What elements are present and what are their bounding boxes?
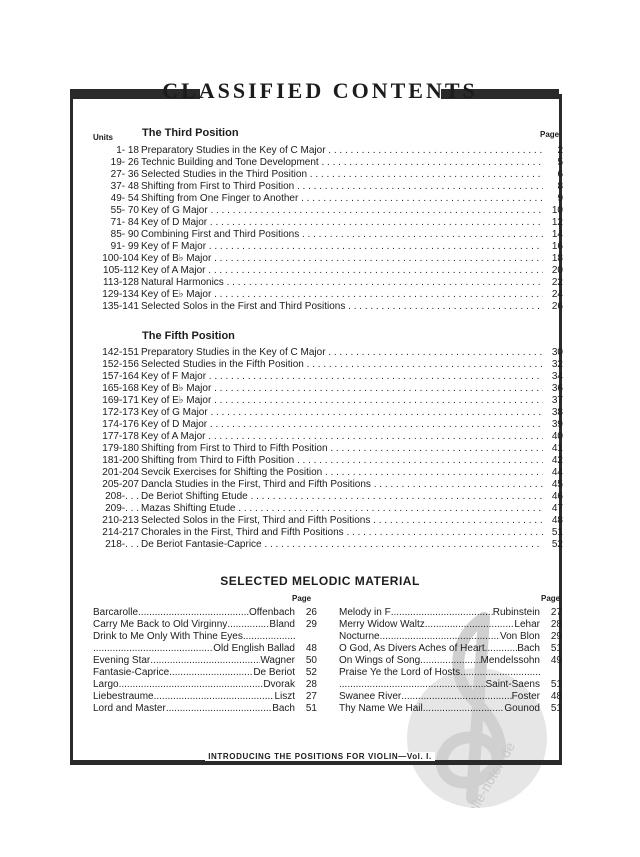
page-number: 9 [557, 193, 563, 204]
unit-range: 135-141 [102, 301, 139, 312]
composer: Saint-Saens [485, 679, 540, 690]
unit-range: 205-207 [102, 479, 139, 490]
study-title: Selected Solos in the First, Third and Fifth Positions . . . [141, 515, 543, 527]
leader-dots [243, 631, 295, 643]
contents-row [93, 455, 563, 467]
study-title: De Beriot Fantasie-Caprice . . . [141, 539, 543, 551]
page-number: 16 [551, 241, 563, 252]
contents-row [93, 265, 563, 277]
melodic-row [339, 703, 562, 715]
contents-row [93, 431, 563, 443]
page-number: 27 [305, 691, 317, 702]
contents-row [93, 419, 563, 431]
leader-dots [401, 691, 511, 703]
melodic-row [339, 643, 562, 655]
contents-row [93, 407, 563, 419]
page-number: 51 [550, 703, 562, 714]
study-title: Key of B♭ Major . . . [141, 253, 543, 265]
contents-row [93, 301, 563, 313]
study-title: Technic Building and Tone Development . . . [141, 157, 543, 169]
page-number: 26 [305, 607, 317, 618]
page-header: Page [540, 130, 560, 139]
leader-dots [150, 655, 260, 667]
page-number: 46 [551, 491, 563, 502]
page-number: 38 [551, 407, 563, 418]
unit-range: 49- 54 [110, 193, 139, 204]
composer: Gounod [504, 703, 540, 714]
page-number: 45 [551, 479, 563, 490]
study-title: Key of E♭ Major . . . [141, 395, 543, 407]
melodic-page-header-right: Page [541, 594, 561, 603]
page-number: 49 [550, 655, 562, 666]
leader-dots [227, 619, 269, 631]
melodic-row [93, 619, 317, 631]
composer: Lehar [514, 619, 540, 630]
study-title: Shifting from One Finger to Another . . . [141, 193, 543, 205]
page-number: 39 [551, 419, 563, 430]
contents-row [93, 515, 563, 527]
contents-row [93, 347, 563, 359]
contents-row [93, 371, 563, 383]
page-number: 26 [551, 301, 563, 312]
contents-row [93, 145, 563, 157]
study-title: Combining First and Third Positions . . . [141, 229, 543, 241]
melodic-row [339, 655, 562, 667]
leader-dots [119, 679, 264, 691]
melodic-row [339, 619, 562, 631]
unit-range: 181-200 [102, 455, 139, 466]
contents-row [93, 479, 563, 491]
contents-row [93, 527, 563, 539]
leader-dots [460, 667, 540, 679]
page-title: CLASSIFIED CONTENTS [162, 78, 478, 103]
study-title: Mazas Shifting Etude . . . [141, 503, 543, 515]
melodic-entry [93, 607, 295, 619]
melodic-row [339, 679, 562, 691]
unit-range: 210-213 [102, 515, 139, 526]
page-number: 10 [551, 205, 563, 216]
melodic-row [339, 691, 562, 703]
third-position-list [93, 145, 563, 313]
unit-range: 19- 26 [110, 157, 139, 168]
unit-range: 71- 84 [110, 217, 139, 228]
piece-title: O God, As Divers Aches of Heart [339, 643, 485, 654]
melodic-entry [93, 703, 295, 715]
page-number: 37 [551, 395, 563, 406]
melodic-row [93, 667, 317, 679]
contents-row [93, 277, 563, 289]
piece-title: Barcarolle [93, 607, 139, 618]
melodic-entry [339, 667, 540, 679]
piece-title: On Wings of Song [339, 655, 421, 666]
melodic-row [93, 679, 317, 691]
leader-dots [169, 667, 253, 679]
page-number: 36 [551, 383, 563, 394]
leader-dots [380, 631, 500, 643]
melodic-row [339, 667, 562, 679]
unit-range: 174-176 [102, 419, 139, 430]
page-number: 14 [551, 229, 563, 240]
section-heading-third: The Third Position [142, 127, 239, 139]
leader-dots [485, 643, 518, 655]
piece-title: Carry Me Back to Old Virginny [93, 619, 228, 630]
contents-row [93, 205, 563, 217]
page-number: 41 [551, 443, 563, 454]
page-number: 8 [557, 181, 563, 192]
composer: Foster [511, 691, 540, 702]
page-number: 47 [551, 503, 563, 514]
melodic-row [93, 607, 317, 619]
contents-row [93, 157, 563, 169]
page-number: 48 [305, 643, 317, 654]
leader-dots [166, 703, 272, 715]
page-number [295, 631, 317, 643]
melodic-row [93, 703, 317, 715]
melodic-entry [339, 703, 540, 715]
unit-range: 27- 36 [110, 169, 139, 180]
units-header: Units [93, 133, 113, 142]
unit-range: 214-217 [102, 527, 139, 538]
page-number [540, 667, 562, 679]
melodic-entry [339, 631, 540, 643]
page-number: 29 [305, 619, 317, 630]
study-title: Key of D Major . . . [141, 217, 543, 229]
section-heading-fifth: The Fifth Position [142, 330, 235, 342]
unit-range: 142-151 [102, 347, 139, 358]
melodic-entry [93, 691, 295, 703]
piece-title: Swanee River [339, 691, 402, 702]
contents-row [93, 467, 563, 479]
page-number: 22 [551, 277, 563, 288]
unit-range: 157-164 [102, 371, 139, 382]
composer: Rubinstein [492, 607, 540, 618]
study-title: Key of G Major . . . [141, 407, 543, 419]
study-title: Sevcik Exercises for Shifting the Position . . . [141, 467, 543, 479]
melodic-row [93, 655, 317, 667]
page-number: 5 [557, 157, 563, 168]
leader-dots [138, 607, 249, 619]
melodic-list-right [339, 607, 562, 715]
page-number: 51 [305, 703, 317, 714]
study-title: Key of A Major . . . [141, 265, 543, 277]
composer: De Beriot [253, 667, 295, 678]
study-title: Natural Harmonics . . . [141, 277, 543, 289]
unit-range: 152-156 [102, 359, 139, 370]
unit-range: 113-128 [103, 277, 139, 288]
leader-dots [93, 643, 213, 655]
page-number: 40 [551, 431, 563, 442]
melodic-heading: SELECTED MELODIC MATERIAL [220, 574, 420, 588]
unit-range: 209-. . . [105, 503, 139, 514]
melodic-row [93, 643, 317, 655]
page-number: 24 [551, 289, 563, 300]
piece-title: Thy Name We Hail [339, 703, 423, 714]
unit-range: 179-180 [102, 443, 139, 454]
melodic-row [339, 631, 562, 643]
melodic-entry [93, 667, 295, 679]
composer: Von Blon [499, 631, 540, 642]
study-title: Key of E♭ Major . . . [141, 289, 543, 301]
composer: Old English Ballad [213, 643, 295, 654]
page-number: 6 [557, 169, 563, 180]
study-title: Preparatory Studies in the Key of C Major . . . [141, 145, 543, 157]
footer-series-title: INTRODUCING THE POSITIONS FOR VIOLIN—Vol. I. [0, 752, 640, 761]
composer: Bland [269, 619, 295, 630]
contents-row [93, 241, 563, 253]
page-number: 48 [550, 691, 562, 702]
leader-dots [339, 679, 486, 691]
unit-range: 165-168 [102, 383, 139, 394]
unit-range: 85- 90 [110, 229, 139, 240]
study-title: Shifting from First to Third Position . . . [141, 181, 543, 193]
study-title: Dancla Studies in the First, Third and Fifth Positions . . . [141, 479, 543, 491]
piece-title: Merry Widow Waltz [339, 619, 425, 630]
study-title: Selected Solos in the First and Third Positions . . . [141, 301, 543, 313]
page-number: 20 [551, 265, 563, 276]
contents-row [93, 253, 563, 265]
piece-title: Fantasie-Caprice [93, 667, 170, 678]
page-number: 28 [550, 619, 562, 630]
page-number: 28 [305, 679, 317, 690]
unit-range: 55- 70 [110, 205, 139, 216]
melodic-entry [93, 643, 295, 655]
unit-range: 201-204 [102, 467, 139, 478]
piece-title: Liebestraume [93, 691, 154, 702]
composer: Wagner [260, 655, 295, 666]
contents-row [93, 169, 563, 181]
unit-range: 1- 18 [116, 145, 139, 156]
melodic-entry [339, 643, 540, 655]
study-title: Shifting from First to Third to Fifth Position . . . [141, 443, 543, 455]
page-number: 42 [551, 455, 563, 466]
melodic-row [93, 691, 317, 703]
page-number: 27 [550, 607, 562, 618]
page-number: 12 [551, 217, 563, 228]
composer: Offenbach [249, 607, 295, 618]
page-number: 29 [550, 631, 562, 642]
unit-range: 208-. . . [105, 491, 139, 502]
melodic-row [339, 607, 562, 619]
study-title: De Beriot Shifting Etude . . . [141, 491, 543, 503]
contents-row [93, 383, 563, 395]
contents-row [93, 181, 563, 193]
page-number: 32 [551, 359, 563, 370]
page-number: 2 [557, 145, 563, 156]
page-number: 18 [551, 253, 563, 264]
melodic-entry [93, 619, 295, 631]
contents-row [93, 193, 563, 205]
leader-dots [423, 703, 505, 715]
unit-range: 100-104 [102, 253, 139, 264]
contents-row [93, 217, 563, 229]
svg-text:alle-noten.de: alle-noten.de [463, 739, 518, 808]
study-title: Key of A Major . . . [141, 431, 543, 443]
unit-range: 169-171 [102, 395, 139, 406]
page-number: 51 [551, 527, 563, 538]
contents-row [93, 359, 563, 371]
melodic-entry [339, 607, 540, 619]
page-number: 51 [550, 679, 562, 690]
melodic-entry [339, 619, 540, 631]
leader-dots [420, 655, 480, 667]
piece-title: Lord and Master [93, 703, 166, 714]
piece-title: Nocturne [339, 631, 380, 642]
composer: Bach [272, 703, 295, 714]
melodic-entry [339, 691, 540, 703]
leader-dots [391, 607, 493, 619]
study-title: Key of B♭ Major . . . [141, 383, 543, 395]
piece-title: Evening Star [93, 655, 151, 666]
page-number: 51 [550, 643, 562, 654]
study-title: Chorales in the First, Third and Fifth Positions . . . [141, 527, 543, 539]
contents-row [93, 443, 563, 455]
unit-range: 218-. . . [105, 539, 139, 550]
melodic-entry [339, 655, 540, 667]
unit-range: 105-112 [103, 265, 139, 276]
study-title: Selected Studies in the Third Position . . . [141, 169, 543, 181]
study-title: Key of F Major . . . [141, 371, 543, 383]
melodic-page-header-left: Page [292, 594, 312, 603]
study-title: Key of G Major . . . [141, 205, 543, 217]
composer: Dvorak [263, 679, 295, 690]
melodic-list-left [93, 607, 317, 715]
contents-row [93, 229, 563, 241]
contents-row [93, 395, 563, 407]
melodic-entry [93, 631, 295, 643]
piece-title: Melody in F [339, 607, 391, 618]
contents-row [93, 289, 563, 301]
page-number: 30 [551, 347, 563, 358]
unit-range: 177-178 [102, 431, 139, 442]
piece-title: Praise Ye the Lord of Hosts [339, 667, 461, 678]
unit-range: 91- 99 [110, 241, 139, 252]
piece-title: Largo [93, 679, 119, 690]
melodic-entry [93, 679, 295, 691]
page-number: 52 [305, 667, 317, 678]
contents-row [93, 491, 563, 503]
unit-range: 172-173 [102, 407, 139, 418]
study-title: Preparatory Studies in the Key of C Major . . . [141, 347, 543, 359]
unit-range: 129-134 [102, 289, 139, 300]
study-title: Key of F Major . . . [141, 241, 543, 253]
leader-dots [425, 619, 515, 631]
page-number: 34 [551, 371, 563, 382]
melodic-entry [93, 655, 295, 667]
composer: Liszt [274, 691, 295, 702]
study-title: Key of D Major . . . [141, 419, 543, 431]
composer: Bach [517, 643, 540, 654]
composer: Mendelssohn [480, 655, 540, 666]
piece-title: Drink to Me Only With Thine Eyes [93, 631, 243, 642]
study-title: Shifting from Third to Fifth Position . . . [141, 455, 543, 467]
leader-dots [154, 691, 275, 703]
page-number: 52 [551, 539, 563, 550]
study-title: Selected Studies in the Fifth Position . . . [141, 359, 543, 371]
page-number: 50 [305, 655, 317, 666]
melodic-row [93, 631, 317, 643]
unit-range: 37- 48 [110, 181, 139, 192]
page-number: 44 [551, 467, 563, 478]
page-number: 48 [551, 515, 563, 526]
melodic-entry [339, 679, 540, 691]
fifth-position-list [93, 347, 563, 551]
contents-row [93, 539, 563, 551]
contents-row [93, 503, 563, 515]
